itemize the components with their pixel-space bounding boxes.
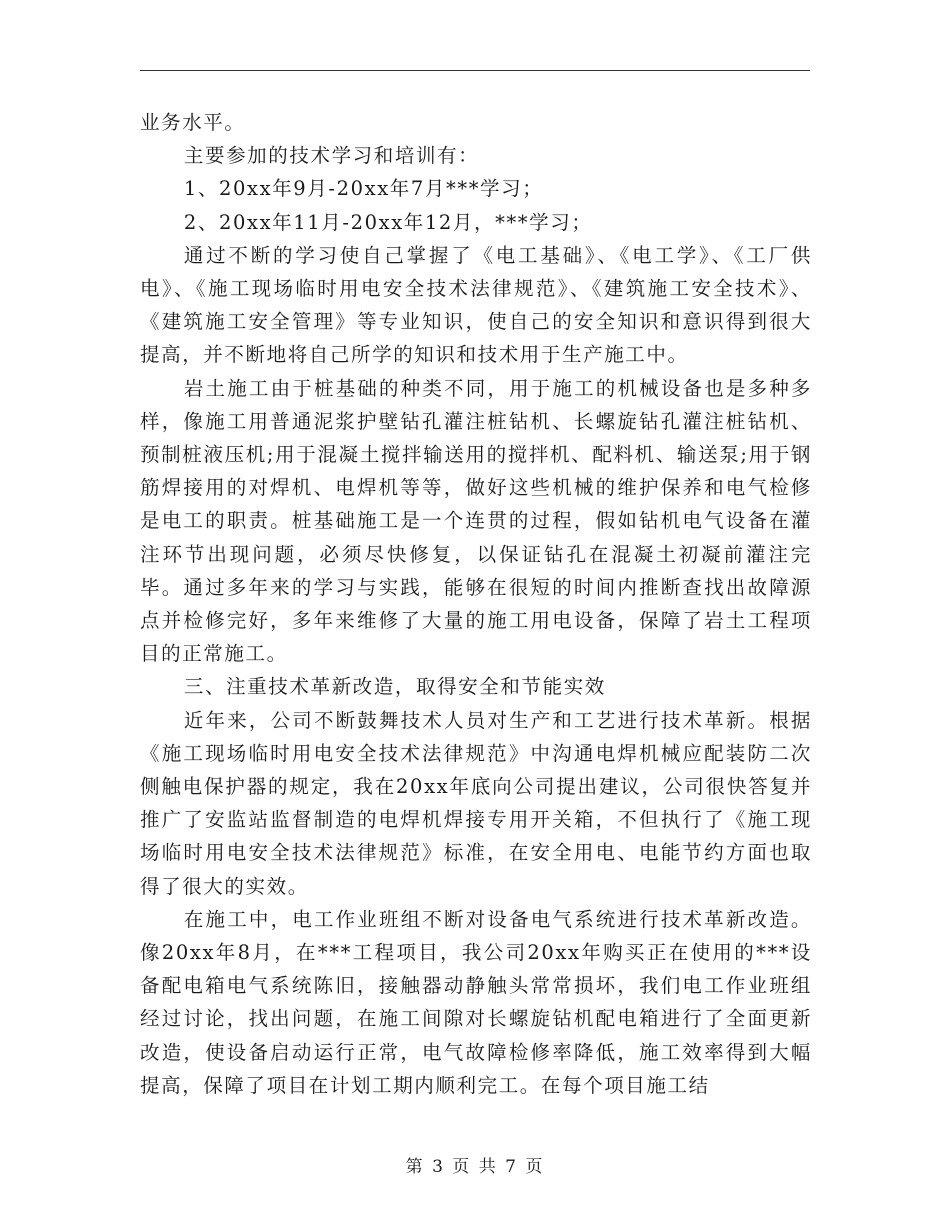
section-heading: 三、注重技术革新改造，取得安全和节能实效 xyxy=(183,675,606,699)
document-body xyxy=(140,106,812,1102)
paragraph: 岩土施工由于桩基础的种类不同，用于施工的机械设备也是多种多样，像施工用普通泥浆护壁钻孔灌注桩钻机、长螺旋钻孔灌注桩钻机、预制桩液压机;用于混凝土搅拌输送用的搅拌机、配料机、输送泵;用于钢筋焊接用的对焊机、电焊机等等，做好这些机械的维护保养和电气检修是电工的职责。桩基础施工是一个连贯的过程，假如钻机电气设备在灌注环节出现问题，必须尽快修复，以保证钻孔在混凝土初凝前灌注完毕。通过多年来的学习与实践，能够在很短的时间内推断查找出故障源点并检修完好，多年来维修了大量的施工用电设备，保障了岩土工程项目的正常施工。 xyxy=(140,376,812,666)
paragraph: 2、20xx年11月-20xx年12月，***学习； xyxy=(183,210,593,234)
paragraph: 1、20xx年9月-20xx年7月***学习； xyxy=(183,177,544,201)
paragraph: 主要参加的技术学习和培训有： xyxy=(183,144,480,168)
header-rule xyxy=(140,70,810,71)
paragraph: 业务水平。 xyxy=(140,111,246,134)
paragraph: 在施工中，电工作业班组不断对设备电气系统进行技术革新改造。像20xx年8月，在***工程项目，我公司20xx年购买正在使用的***设备配电箱电气系统陈旧，接触器动静触头常常损坏，我们电工作业班组经过讨论，找出问题，在施工间隙对长螺旋钻机配电箱进行了全面更新改造，使设备启动运行正常，电气故障检修率降低，施工效率得到大幅提高，保障了项目在计划工期内顺利完工。在每个项目施工结 xyxy=(140,907,812,1097)
page-number: 第 3 页 共 7 页 xyxy=(405,1157,545,1177)
paragraph: 通过不断的学习使自己掌握了《电工基础》、《电工学》、《工厂供电》、《施工现场临时用电安全技术法律规范》、《建筑施工安全技术》、《建筑施工安全管理》等专业知识，使自己的安全知识和意识得到很大提高，并不断地将自己所学的知识和技术用于生产施工中。 xyxy=(140,243,812,367)
paragraph: 近年来，公司不断鼓舞技术人员对生产和工艺进行技术革新。根据《施工现场临时用电安全技术法律规范》中沟通电焊机械应配装防二次侧触电保护器的规定，我在20xx年底向公司提出建议，公司很快答复并推广了安监站监督制造的电焊机焊接专用开关箱，不但执行了《施工现场临时用电安全技术法律规范》标准，在安全用电、电能节约方面也取得了很大的实效。 xyxy=(140,708,812,898)
